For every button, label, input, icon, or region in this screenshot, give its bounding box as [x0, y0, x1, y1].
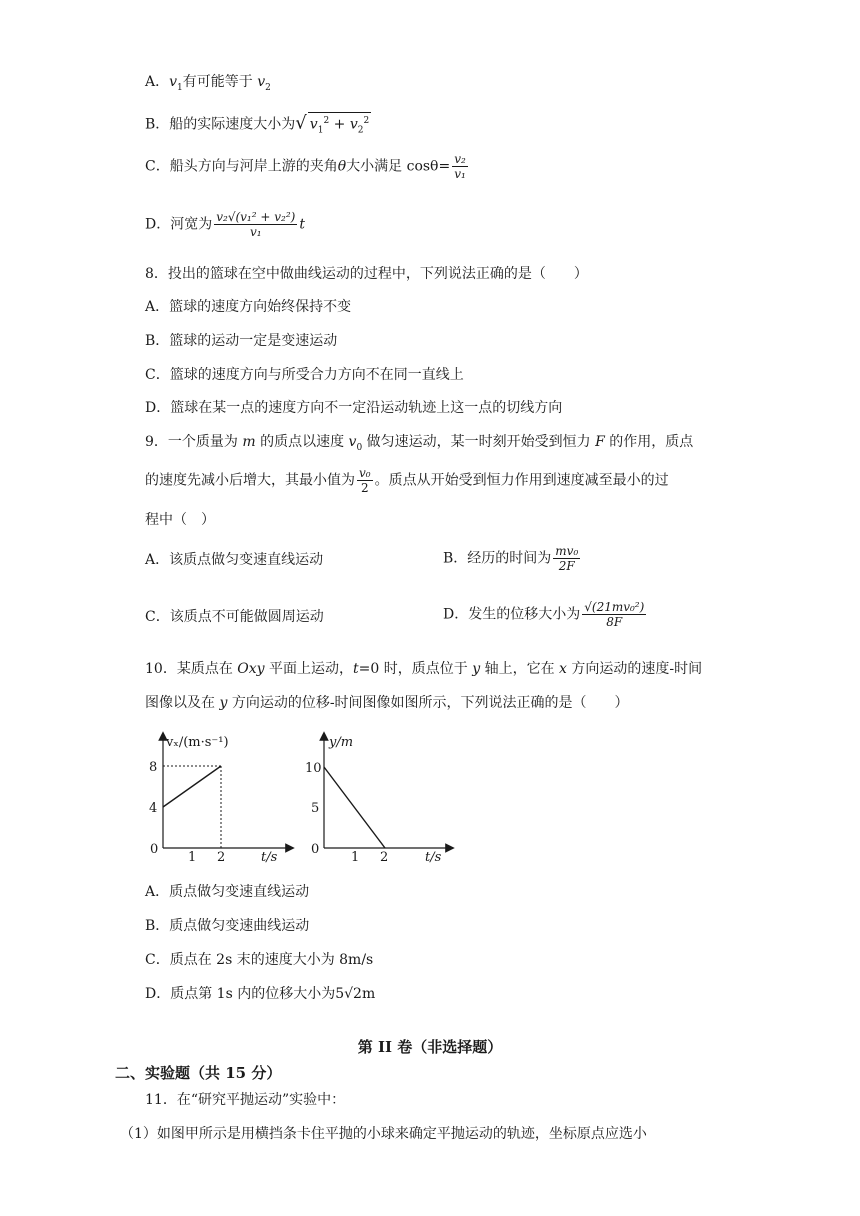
q8-option-c: C．篮球的速度方向与所受合力方向不在同一直线上: [145, 367, 464, 383]
q7-option-c: C．船头方向与河岸上游的夹角θ大小满足 cosθ= $\frac{\text{v₂}}{\text{v₁}}$: [145, 152, 466, 181]
q11-stem: 11．在“研究平抛运动”实验中：: [145, 1092, 346, 1108]
q10-stem-line1: 10．某质点在 Oxy 平面上运动，t=0 时，质点位于 y 轴上，它在 x 方向运动的速度-时间: [145, 661, 703, 677]
q7-option-d: D．河宽为 $\frac{\text{v₂√(v₁² + v₂²)}}{\text{v₁}}$ t: [145, 210, 305, 239]
y-tick-5: 5: [311, 801, 320, 816]
q10-stem-line2: 图像以及在 y 方向运动的位移-时间图像如图所示，下列说法正确的是（ ）: [145, 695, 629, 711]
y-axis-label: vₓ/(m·s⁻¹): [166, 735, 229, 750]
q8-option-b: B．篮球的运动一定是变速运动: [145, 333, 338, 349]
y-line: [324, 767, 385, 848]
x-axis-label: t/s: [261, 850, 278, 865]
q11-sub1: （1）如图甲所示是用横挡条卡住平抛的小球来确定平抛运动的轨迹，坐标原点应选小: [120, 1126, 647, 1142]
q8-option-d: D．篮球在某一点的速度方向不一定沿运动轨迹上这一点的切线方向: [145, 400, 563, 416]
vx-line: [163, 766, 221, 807]
q10-option-c: C．质点在 2s 末的速度大小为 8m/s: [145, 952, 374, 968]
x-tick-2: 2: [380, 850, 389, 865]
section-heading: 二、实验题（共 15 分）: [115, 1064, 282, 1082]
q9-stem-line1: 9．一个质量为 m 的质点以速度 $v_0$ 做匀速运动，某一时刻开始受到恒力 F 的作用，质点: [145, 434, 694, 453]
q7-option-b: B．船的实际速度大小为√ $v_1^2 + v_2^2$: [145, 112, 371, 138]
x-tick-2: 2: [217, 850, 226, 865]
y-tick-8: 8: [149, 760, 158, 775]
y-t-graph: [300, 730, 460, 874]
q9-option-b: B．经历的时间为 $\frac{\text{mv₀}}{2F}$: [443, 544, 579, 573]
q9-option-d: D．发生的位移大小为 $\frac{\text{√(21mv₀²)}}{8F}$: [443, 600, 645, 629]
q10-option-b: B．质点做匀变速曲线运动: [145, 918, 310, 934]
q10-option-d: D．质点第 1s 内的位移大小为5√2m: [145, 986, 376, 1002]
q8-option-a: A．篮球的速度方向始终保持不变: [145, 299, 352, 315]
q8-stem: 8．投出的篮球在空中做曲线运动的过程中，下列说法正确的是（ ）: [145, 266, 588, 282]
q9-stem-line2: 的速度先减小后增大，其最小值为 $\frac{\text{v₀}}{2}$ 。质点从开始受到恒力作用到速度减至最小的过: [145, 466, 669, 495]
q9-option-c: C．该质点不可能做圆周运动: [145, 609, 324, 625]
x-axis-label: t/s: [425, 850, 442, 865]
q9-stem-line3: 程中（ ）: [145, 512, 215, 528]
x-tick-1: 1: [188, 850, 197, 865]
q9-option-a: A．该质点做匀变速直线运动: [145, 552, 324, 568]
x-tick-1: 1: [351, 850, 360, 865]
q10-option-a: A．质点做匀变速直线运动: [145, 884, 310, 900]
y-tick-4: 4: [149, 801, 158, 816]
part2-title: 第 II 卷（非选择题）: [357, 1038, 503, 1056]
y-tick-10: 10: [305, 761, 322, 776]
origin-label: 0: [311, 842, 320, 857]
q7-option-a: A．$v_1$有可能等于 $v_2$: [145, 74, 271, 93]
y-axis-label: y/m: [329, 735, 354, 750]
vx-t-graph: [140, 730, 300, 874]
origin-label: 0: [150, 842, 159, 857]
